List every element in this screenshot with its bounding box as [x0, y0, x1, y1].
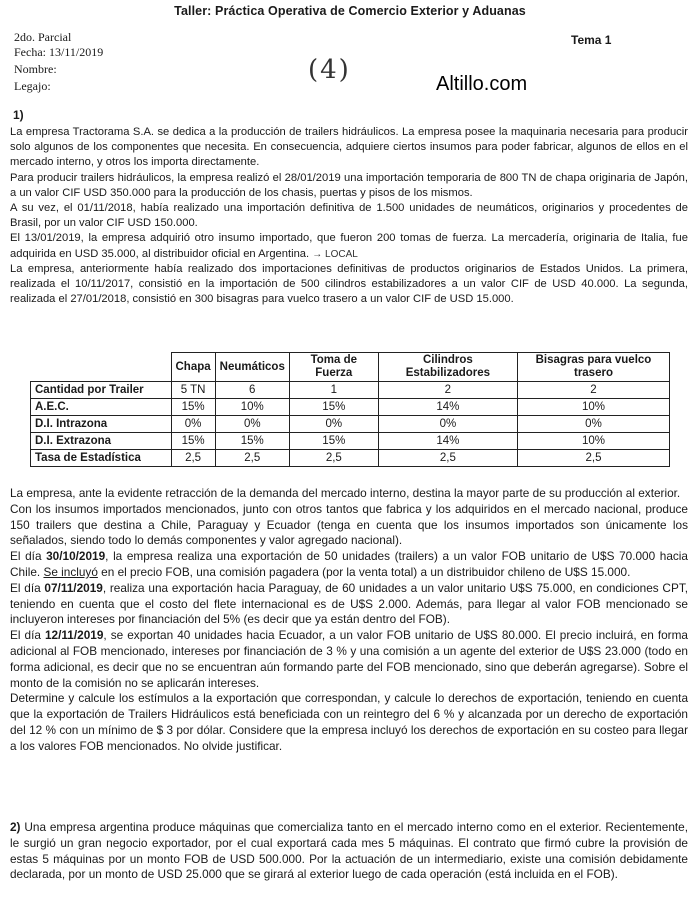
table-cell: 10%	[215, 399, 289, 416]
table-row	[31, 450, 670, 467]
table-header-row	[31, 353, 670, 382]
table-cell: 0%	[289, 416, 378, 433]
ecuador-prefix: El día	[10, 628, 45, 643]
chile-prefix: El día	[10, 549, 47, 564]
row-label: D.I. Intrazona	[31, 416, 172, 433]
table-cell: 2,5	[171, 450, 215, 467]
section-1-exports-text	[10, 486, 688, 755]
table-cell: 14%	[378, 433, 517, 450]
intro-paragraph: La empresa Tractorama S.A. se dedica a la producción de trailers hidráulicos. La empresa posee la maquinaria necesaria para producir solo algunos de los componentes que necesita. En consecuencia, adquiere ciertos insumos para poder fabricar, algunos de ellos en el mercado interno, y otros los importa directamente.	[10, 126, 688, 169]
handwritten-grade: (4)	[308, 55, 351, 85]
table-cell: 2,5	[517, 450, 669, 467]
paraguay-prefix: El día	[10, 580, 45, 595]
table-row	[31, 382, 670, 399]
cilindros-paragraph: La empresa, anteriormente había realizado dos importaciones definitivas de productos originarios de Estados Unidos. La primera, realizada el 10/11/2017, consistió en la importación de 500 cilindros estabilizadores a un valor CIF de USD 40.000. La segunda, realizada el 27/01/2018, consistió en 300 bisagras para vuelco trasero a un valor CIF de USD 15.000.	[10, 262, 688, 306]
section-2-text	[10, 820, 688, 883]
handwritten-local-note: → LOCAL	[312, 248, 358, 260]
table-cell: 2,5	[289, 450, 378, 467]
table-header-cell: Neumáticos	[215, 353, 289, 382]
tariff-table	[30, 352, 670, 467]
table-header-cell: Toma de Fuerza	[289, 353, 378, 382]
table-cell: 15%	[289, 399, 378, 416]
table-cell: 2,5	[378, 450, 517, 467]
exam-date: Fecha: 13/11/2019	[14, 45, 104, 59]
section-2-body: Una empresa argentina produce máquinas que comercializa tanto en el mercado interno como en el exterior. Recientemente, le surgió un gran negocio exportador, por el cual exportará cada mes 5 máquinas. El contrato que firmó cubre la provisión de estas 5 máquinas por un monto FOB de USD 500.000. Por la actuación de un intermediario, existe una comisión debidamente declarada, por un monto de USD 25.000 que se girará al exterior luego de cada operación (está incluida en el FOB).	[10, 820, 688, 882]
retraccion-paragraph: La empresa, ante la evidente retracción de la demanda del mercado interno, destina la mayor parte de su producción al exterior.	[10, 486, 681, 500]
section-1-number: 1)	[13, 108, 24, 122]
row-label: A.E.C.	[31, 399, 172, 416]
table-cell: 0%	[171, 416, 215, 433]
table-cell: 5 TN	[171, 382, 215, 399]
table-corner	[31, 353, 172, 382]
student-name-label: Nombre:	[14, 62, 57, 76]
table-row	[31, 433, 670, 450]
chile-underlined: Se incluyó	[43, 564, 98, 579]
determine-paragraph: Determine y calcule los estímulos a la exportación que correspondan, y calcule lo derechos de exportación, teniendo en cuenta que la exportación de Trailers Hidráulicos está beneficiada con un reintegro del 6 % y alcanzada por un derecho de exportación del 12 % con un mínimo de $ 3 por dólar. Considere que la empresa incluyó los derechos de exportación en su costeo para llegar a los valores FOB mencionados. No olvide justificar.	[10, 691, 688, 753]
table-cell: 14%	[378, 399, 517, 416]
ecuador-date: 12/11/2019	[45, 628, 104, 643]
exam-theme: Tema 1	[571, 33, 612, 47]
row-label: Cantidad por Trailer	[31, 382, 172, 399]
table-cell: 10%	[517, 433, 669, 450]
chile-date: 30/10/2019	[46, 549, 106, 564]
table-header-cell: Bisagras para vuelco trasero	[517, 353, 669, 382]
chile-body: , la empresa realiza una exportación de 50 unidades (trailers) a un valor FOB unitario de U$S 70.000 hacia Chile.	[10, 549, 688, 579]
student-id-label: Legajo:	[14, 79, 51, 93]
row-label: D.I. Extrazona	[31, 433, 172, 450]
chile-tail: en el precio FOB, una comisión pagadera (por la venta total) a un distribuidor chileno de U$S 15.000.	[97, 564, 631, 579]
paraguay-paragraph	[10, 581, 688, 628]
table-cell: 1	[289, 382, 378, 399]
table-cell: 15%	[215, 433, 289, 450]
table-cell: 6	[215, 382, 289, 399]
section-2-number: 2)	[10, 820, 21, 834]
insumos-paragraph: Con los insumos importados mencionados, junto con otros tantos que fabrica y los adquiridos en el mercado nacional, produce 150 trailers que destina a Chile, Paraguay y Ecuador (tenga en cuenta que los insumos importados son únicamente los señalados, siendo todo lo demás componentes y valor agregado nacional).	[10, 501, 688, 548]
ecuador-body: , se exportan 40 unidades hacia Ecuador, a un valor FOB unitario de U$S 80.000. El precio incluirá, en forma adicional al FOB mencionado, intereses por financiación de 3 % y una comisión a un agente del exterior de U$S 23.000 (todo en forma adicional, es decir que no se encuentran aún formando parte del FOB mencionado, sino que deberán agregarse). Sobre el monto de la comisión no se aplicarán intereses.	[10, 628, 688, 690]
toma-text: El 13/01/2019, la empresa adquirió otro insumo importado, que fueron 200 tomas de fuerza. La mercadería, originaria de Italia, fue adquirida en USD 35.000, al distribuidor oficial en Argentina.	[10, 232, 688, 260]
exam-parcial: 2do. Parcial	[14, 30, 72, 44]
table-cell: 0%	[215, 416, 289, 433]
table-row	[31, 416, 670, 433]
table-cell: 2	[517, 382, 669, 399]
table-cell: 0%	[378, 416, 517, 433]
table-cell: 2	[378, 382, 517, 399]
table-cell: 15%	[171, 433, 215, 450]
ecuador-paragraph	[10, 628, 688, 691]
paraguay-body: , realiza una exportación hacia Paraguay, de 60 unidades a un valor unitario U$S 75.000, en condiciones CPT, teniendo en cuenta que el costo del flete internacional es de U$S 2.000. Además, para llegar al valor FOB mencionado se incluyeron intereses por financiación del 5% (es decir que ya están dentro del FOB).	[10, 580, 688, 627]
table-header-cell: Cilindros Estabilizadores	[378, 353, 517, 382]
chapa-paragraph: Para producir trailers hidráulicos, la empresa realizó el 28/01/2019 una importación temporaria de 800 TN de chapa originaria de Japón, a un valor CIF USD 350.000 para la producción de los chasis, puertas y pisos de los mismos.	[10, 171, 688, 199]
table-cell: 10%	[517, 399, 669, 416]
table-cell: 15%	[289, 433, 378, 450]
table-row	[31, 399, 670, 416]
table-cell: 2,5	[215, 450, 289, 467]
section-1-text	[10, 125, 688, 307]
site-watermark: Altillo.com	[436, 73, 528, 95]
toma-paragraph	[10, 231, 688, 261]
table-cell: 0%	[517, 416, 669, 433]
chile-paragraph	[10, 549, 688, 581]
paraguay-date: 07/11/2019	[44, 580, 103, 595]
row-label: Tasa de Estadística	[31, 450, 172, 467]
neumaticos-paragraph: A su vez, el 01/11/2018, había realizado una importación definitiva de 1.500 unidades de neumáticos, originarios y procedentes de Brasil, por un valor CIF USD 150.000.	[10, 202, 688, 230]
table-cell: 15%	[171, 399, 215, 416]
document-title: Taller: Práctica Operativa de Comercio Exterior y Aduanas	[174, 4, 526, 18]
table-header-cell: Chapa	[171, 353, 215, 382]
